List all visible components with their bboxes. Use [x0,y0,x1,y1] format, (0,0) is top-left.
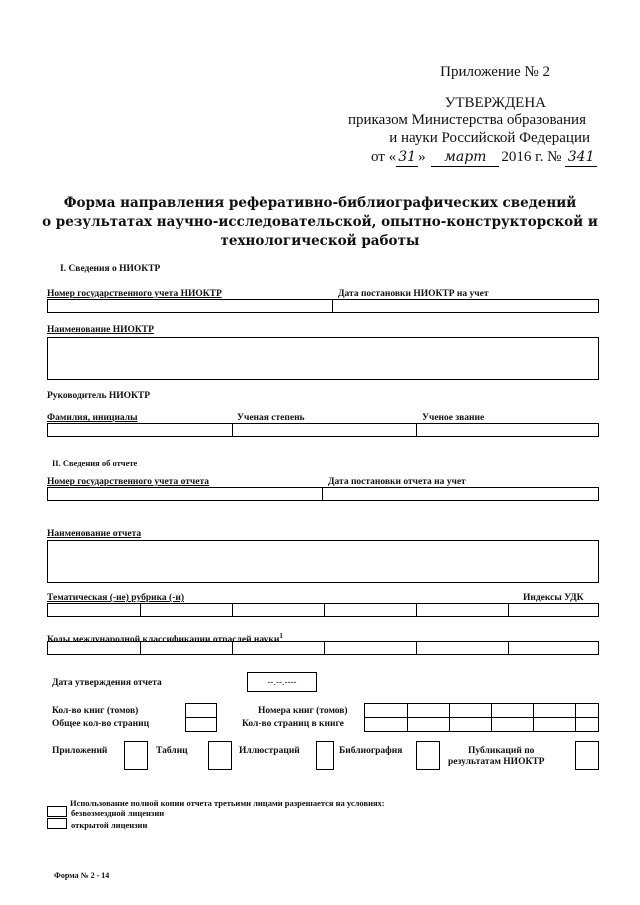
report-name-field[interactable] [47,540,599,583]
tables-field[interactable] [208,741,232,770]
niokr-reg-number-label: Номер государственного учета НИОКТР [47,289,222,299]
rubric-label: Тематическая (-ие) рубрика (-и) [47,593,185,603]
science-codes-row[interactable] [47,641,599,655]
title-line-1: Форма направления реферативно-библиографических сведений [63,195,577,211]
section2-heading: II. Сведения об отчете [52,458,138,468]
leader-degree-field[interactable] [233,424,416,436]
report-reg-number-field[interactable] [48,488,322,500]
bibliography-label: Библиография [339,746,403,756]
license-intro: Использование полной копии отчета третьими лицами разрешается на условиях: [70,798,385,808]
license-open-checkbox[interactable] [47,818,67,829]
report-reg-date-label: Дата постановки отчета на учет [328,477,466,487]
book-numbers-label: Номера книг (томов) [258,706,348,716]
order-year: 2016 г. № [501,149,562,165]
rubric-udk-row [47,603,599,617]
license-open-label: открытой лицензии [71,820,148,830]
order-number: 341 [565,148,597,167]
approved-label: УТВЕРЖДЕНА [444,95,546,111]
volumes-pages-box[interactable] [185,703,217,732]
appendices-field[interactable] [124,741,148,770]
appendix-label: Приложение № 2 [440,64,550,80]
leader-rank-field[interactable] [417,424,598,436]
rubric-fields[interactable] [48,604,324,616]
niokr-reg-number-field[interactable] [48,300,332,312]
leader-row [47,423,599,437]
form-code: Форма № 2 - 14 [54,871,110,880]
approval-line-2: и науки Российской Федерации [389,130,590,146]
publications-field[interactable] [575,741,599,770]
appendices-label: Приложений [52,746,108,756]
book-grid[interactable] [364,703,599,732]
niokr-reg-date-label: Дата постановки НИОКТР на учет [338,289,489,299]
title-line-2: о результатах научно-исследовательской, опытно-конструкторской и [42,214,598,230]
section1-heading: I. Сведения о НИОКТР [60,264,161,274]
udk-label: Индексы УДК [523,593,584,603]
date-close: » [418,149,426,165]
volumes-label: Кол-во книг (томов) [52,706,139,716]
approval-date-field[interactable]: --.--.---- [247,672,317,692]
niokr-name-label: Наименование НИОКТР [47,325,154,335]
approval-line-1: приказом Министерства образования [348,112,586,128]
science-codes-label: 1 [279,632,283,640]
order-month: март [431,148,499,167]
niokr-reg-date-field[interactable] [333,300,598,312]
leader-fio-label: Фамилия, инициалы [47,413,138,423]
book-pages-label: Кол-во страниц в книге [242,719,344,729]
leader-rank-label: Ученое звание [422,413,485,423]
approval-date-label: Дата утверждения отчета [52,678,162,688]
niokr-leader-label: Руководитель НИОКТР [47,391,151,401]
publications-label-line1: Публикаций по [468,746,535,756]
form-title [40,194,600,251]
illustrations-field[interactable] [316,741,334,770]
license-free-checkbox[interactable] [47,806,67,817]
bibliography-field[interactable] [416,741,440,770]
order-date-line [371,148,611,168]
total-pages-label: Общее кол-во страниц [52,719,150,729]
report-reg-date-field[interactable] [323,488,598,500]
title-line-3: технологической работы [220,233,420,249]
udk-fields[interactable] [325,604,598,616]
leader-fio-field[interactable] [48,424,232,436]
niokr-reg-row [47,299,599,313]
report-reg-row [47,487,599,501]
publications-label-line2: результатам НИОКТР [448,757,545,767]
license-free-label: безвозмездной лицензии [71,808,165,818]
illustrations-label: Иллюстраций [239,746,300,756]
niokr-name-field[interactable] [47,337,599,380]
date-prefix: от « [371,149,397,165]
leader-degree-label: Ученая степень [237,413,305,423]
tables-label: Таблиц [156,746,188,756]
report-reg-number-label: Номер государственного учета отчета [47,477,209,487]
report-name-label: Наименование отчета [47,529,142,539]
order-day: 31 [396,148,418,167]
